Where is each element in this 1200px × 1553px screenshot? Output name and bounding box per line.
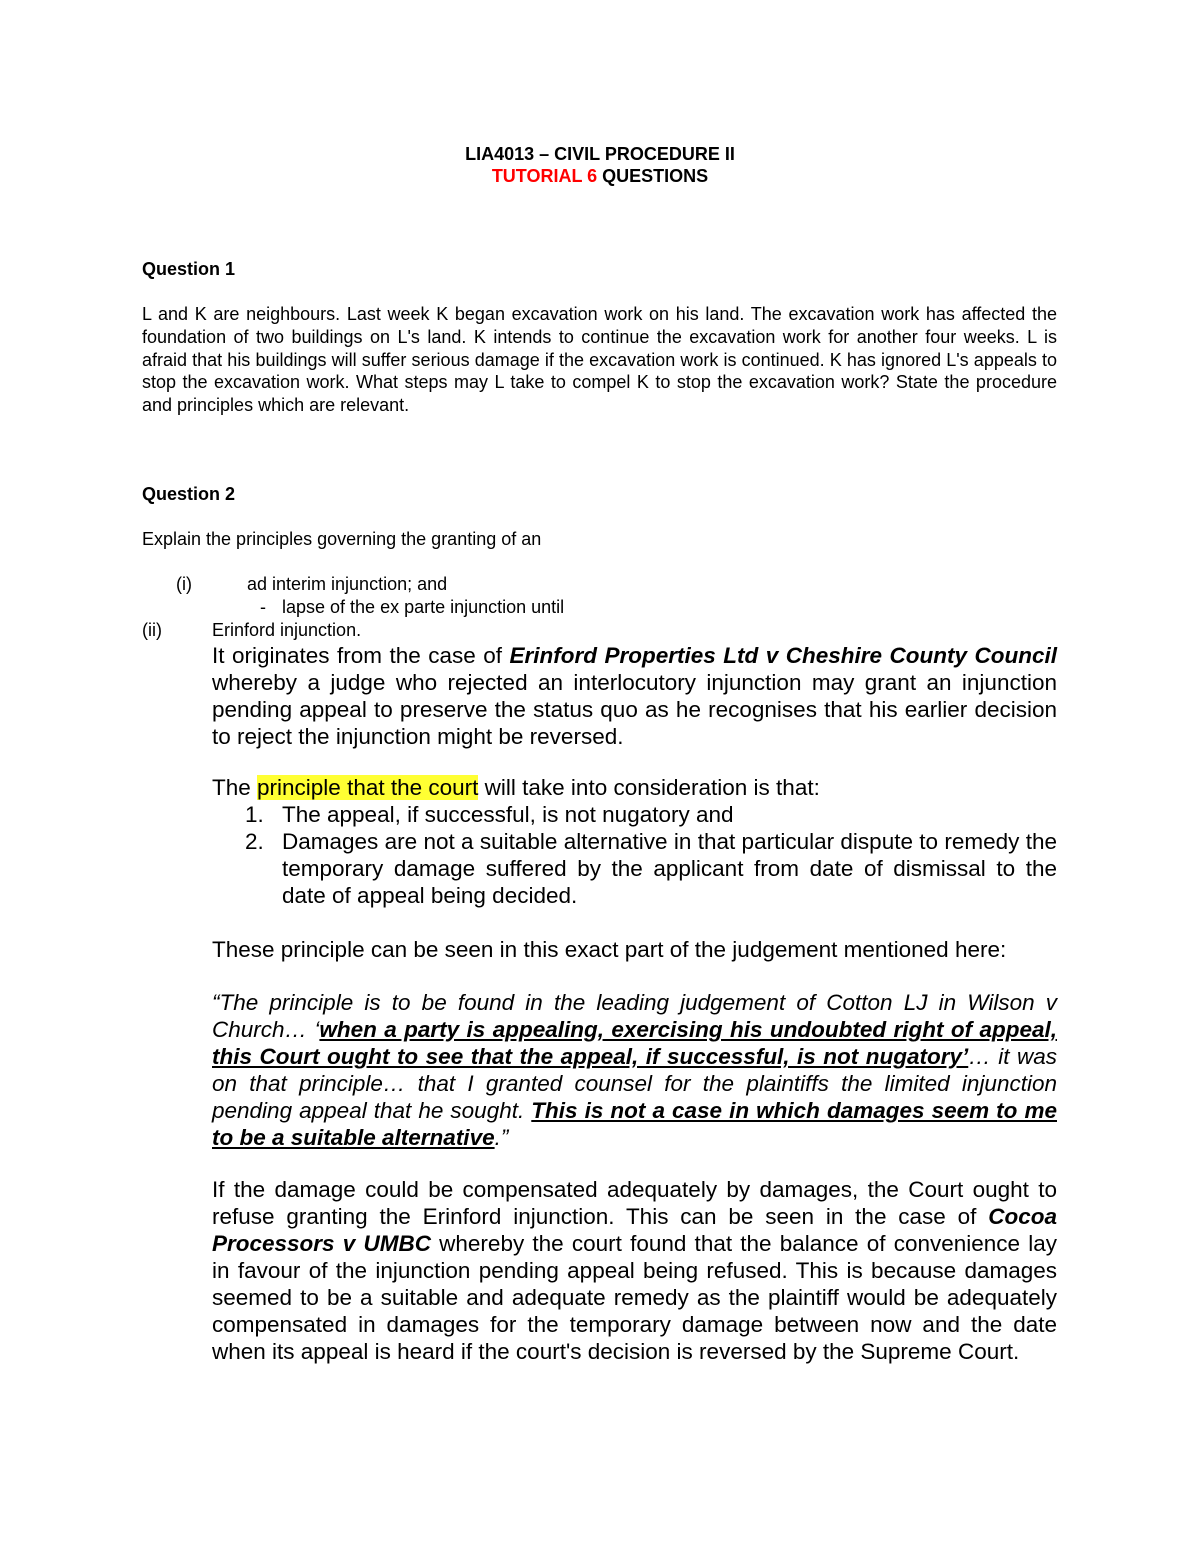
question-2-heading: Question 2 [142, 484, 236, 504]
principle-list [245, 801, 1057, 909]
list-item [245, 801, 1057, 828]
list-item-text: Damages are not a suitable alternative in that particular dispute to remedy the temporary damage suffered by the applicant from date of dismissal to the date of appeal being decided. [282, 829, 1057, 908]
quote-bold-underlined-2: This is not a case in which damages seem to me to be a suitable alternative [212, 1098, 1057, 1150]
origin-text-start: It originates from the case of [212, 643, 510, 668]
document-title: LIA4013 – CIVIL PROCEDURE II [465, 144, 735, 164]
subtitle-rest: QUESTIONS [597, 166, 709, 186]
quote-text-middle: … it was on that principle… that I granted counsel for the plaintiffs the limited injunction pending appeal that he sought. [212, 1044, 1058, 1123]
quote-text-start: “The principle is to be found in the leading judgement of Cotton LJ in Wilson v Church… ‘ [212, 990, 1057, 1042]
cocoa-text-end: whereby the court found that the balance of convenience lay in favour of the injunction pending appeal being refused. This is because damages seemed to be a suitable and adequate remedy as the plaintiff would be adequately compensated in damages for the temporary damage between now and the date when its appeal is heard if the court's decision is reversed by the Supreme Court. [212, 1231, 1057, 1364]
erinford-case-name: Erinford Properties Ltd v Cheshire County Council [509, 643, 1058, 668]
document-subtitle [0, 165, 1200, 187]
principle-text-end: will take into consideration is that: [478, 775, 820, 800]
item-i-number: (i) [176, 574, 192, 594]
item-i-text: ad interim injunction; and [247, 574, 448, 594]
cocoa-case-name: Cocoa Processors v UMBC [212, 1204, 1057, 1256]
highlighted-phrase: principle that the court [257, 775, 479, 800]
principle-text-start: The [212, 775, 258, 800]
item-ii-number: (ii) [142, 620, 162, 640]
list-item-text: The appeal, if successful, is not nugatory and [282, 802, 734, 827]
question-1-body: L and K are neighbours. Last week K began excavation work on his land. The excavation work has affected the foundation of two buildings on L's land. K intends to continue the excavation work for another four weeks. L is afraid that his buildings will suffer serious damage if the excavation work is continued. K has ignored L's appeals to stop the excavation work. What steps may L take to compel K to stop the excavation work? State the procedure and principles which are relevant. [142, 304, 1057, 416]
origin-text-end: whereby a judge who rejected an interlocutory injunction may grant an injunction pending appeal to preserve the status quo as he recognises that his earlier decision to reject the injunction might be reversed. [212, 670, 1057, 749]
item-i-sub-text: lapse of the ex parte injunction until [282, 597, 565, 617]
tutorial-number-label: TUTORIAL 6 [491, 166, 598, 186]
quote-text-end: .” [494, 1125, 509, 1150]
item-i-sub-dash: - [260, 597, 266, 617]
list-item-number: 1. [245, 802, 264, 827]
answer-paragraph-cocoa [212, 1176, 1057, 1365]
answer-paragraph-judgement-intro: These principle can be seen in this exact part of the judgement mentioned here: [212, 937, 1007, 962]
question-2-intro: Explain the principles governing the granting of an [142, 529, 542, 549]
judgement-quote [212, 989, 1057, 1151]
answer-paragraph-origin [212, 642, 1057, 750]
quote-bold-underlined-1: when a party is appealing, exercising his undoubted right of appeal, this Court ought to see that the appeal, if successful, is not nugatory’ [212, 1017, 1057, 1069]
list-item-number: 2. [245, 829, 264, 854]
item-ii-text: Erinford injunction. [212, 620, 362, 640]
list-item [245, 828, 1057, 909]
question-1-heading: Question 1 [142, 259, 236, 279]
cocoa-text-start: If the damage could be compensated adequately by damages, the Court ought to refuse granting the Erinford injunction. This can be seen in the case of [212, 1177, 1057, 1229]
answer-paragraph-principle [212, 774, 1057, 801]
